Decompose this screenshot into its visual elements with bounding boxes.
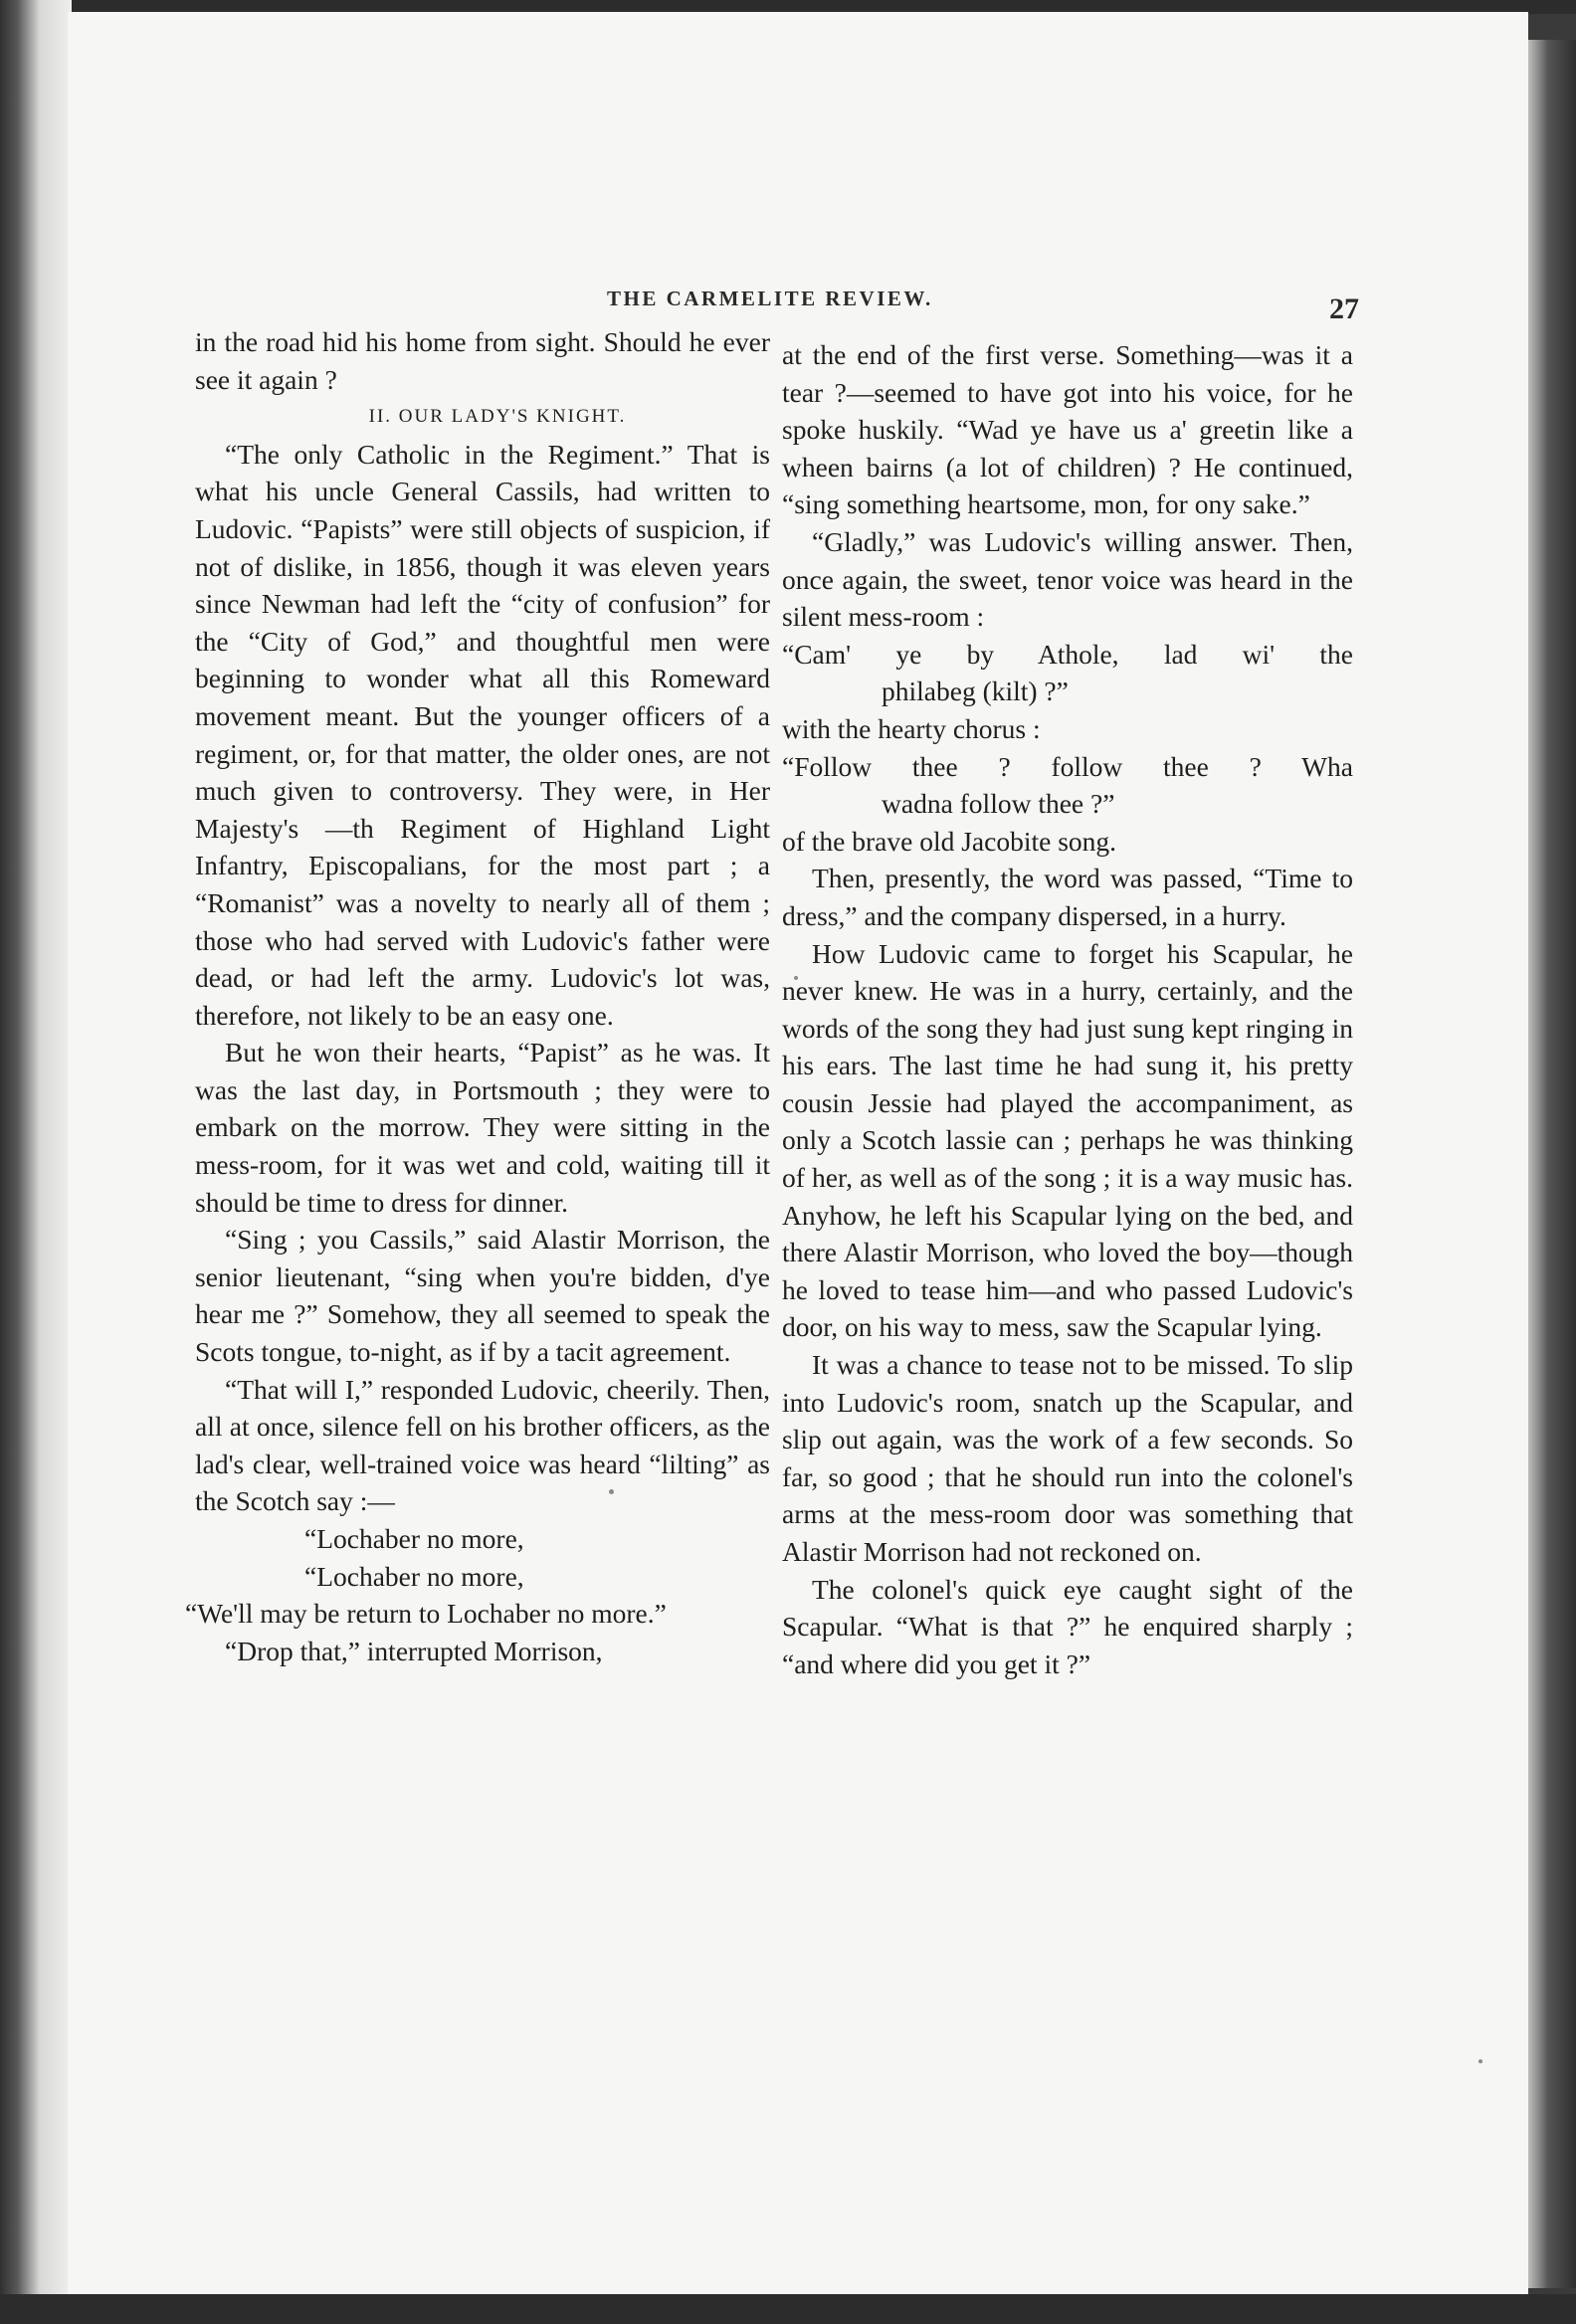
- scan-border-left: [0, 0, 72, 2324]
- verse-line: wadna follow thee ?”: [882, 788, 1115, 820]
- verse-line: “Follow thee ? follow thee ? Wha: [782, 750, 1353, 782]
- paragraph: at the end of the first verse. Something—was it a tear ?—seemed to have got into his voice, for he spoke huskily. “Wad ye have us a' greetin like a wheen bairns (a lot of children) ? He continued, “sing something heartsome, mon, for ony sake.”: [782, 339, 1353, 520]
- section-heading: II. OUR LADY'S KNIGHT.: [368, 406, 627, 428]
- ink-speck: [1478, 2059, 1482, 2063]
- paragraph: The colonel's quick eye caught sight of the Scapular. “What is that ?” he enquired sharply ; “and where did you get it ?”: [782, 1573, 1353, 1679]
- page-edge-right: [1528, 40, 1576, 2288]
- verse-line: “Lochaber no more,: [304, 1560, 524, 1592]
- verse-line: “We'll may be return to Lochaber no more.”: [185, 1598, 667, 1630]
- paragraph: “Gladly,” was Ludovic's willing answer. Then, once again, the sweet, tenor voice was heard in the silent mess-room :: [782, 525, 1353, 633]
- paragraph: of the brave old Jacobite song.: [782, 825, 1117, 857]
- paragraph: “The only Catholic in the Regiment.” That is what his uncle General Cassils, had written to Ludovic. “Papists” were still objects of suspicion, if not of dislike, in 1856, though it was eleven years since Newman had left the “city of confusion” for the “City of God,” and thoughtful men were beginning to wonder what all this Romeward movement meant. But the younger officers of a regiment, or, for that matter, the older ones, are not much given to controversy. They were, in Her Majesty's —th Regiment of Highland Light Infantry, Episcopalians, for the most part ; a “Romanist” was a novelty to nearly all of them ; those who had served with Ludovic's father were dead, or had left the army. Ludovic's lot was, therefore, not likely to be an easy one.: [195, 438, 770, 1031]
- scan-border-bottom: [0, 2294, 1576, 2324]
- paragraph: It was a chance to tease not to be missed. To slip into Ludovic's room, snatch up the Scapular, and slip out again, was the work of a few seconds. So far, so good ; that he should run into the colonel's arms at the mess-room door was something that Alastir Morrison had not reckoned on.: [782, 1349, 1353, 1567]
- paragraph: in the road hid his home from sight. Should he ever see it again ?: [195, 326, 770, 395]
- paragraph: “That will I,” responded Ludovic, cheerily. Then, all at once, silence fell on his brother officers, as the lad's clear, well-trained voice was heard “lilting” as the Scotch say :—: [195, 1373, 770, 1517]
- left-column: [185, 323, 770, 1669]
- running-title: THE CARMELITE REVIEW.: [607, 287, 933, 310]
- verse-line: philabeg (kilt) ?”: [882, 676, 1069, 707]
- verse-line: “Lochaber no more,: [304, 1523, 524, 1554]
- paragraph: “Sing ; you Cassils,” said Alastir Morrison, the senior lieutenant, “sing when you're bidden, d'ye hear me ?” Somehow, they all seemed to speak the Scots tongue, to-night, as if by a tacit agreement.: [195, 1224, 770, 1368]
- paragraph: with the hearty chorus :: [782, 712, 1041, 744]
- verse-line: “Cam' ye by Athole, lad wi' the: [782, 638, 1353, 670]
- page-number: 27: [1329, 292, 1359, 325]
- paragraph: How Ludovic came to forget his Scapular, he never knew. He was in a hurry, certainly, and the words of the song they had just sung kept ringing in his ears. The last time he had sung it, his pretty cousin Jessie had played the accompaniment, as only a Scotch lassie can ; perhaps he was thinking of her, as well as of the song ; it is a way music has. Anyhow, he left his Scapular lying on the bed, and there Alastir Morrison, who loved the boy—though he loved to tease him—and who passed Ludovic's door, on his way to mess, saw the Scapular lying.: [782, 937, 1353, 1343]
- paragraph: Then, presently, the word was passed, “Time to dress,” and the company dispersed, in a hurry.: [782, 863, 1353, 931]
- paragraph: But he won their hearts, “Papist” as he was. It was the last day, in Portsmouth ; they were to embark on the morrow. They were sitting in the mess-room, for it was wet and cold, waiting till it should be time to dress for dinner.: [195, 1037, 770, 1218]
- right-column: [782, 336, 1353, 1682]
- paragraph: “Drop that,” interrupted Morrison,: [225, 1635, 603, 1666]
